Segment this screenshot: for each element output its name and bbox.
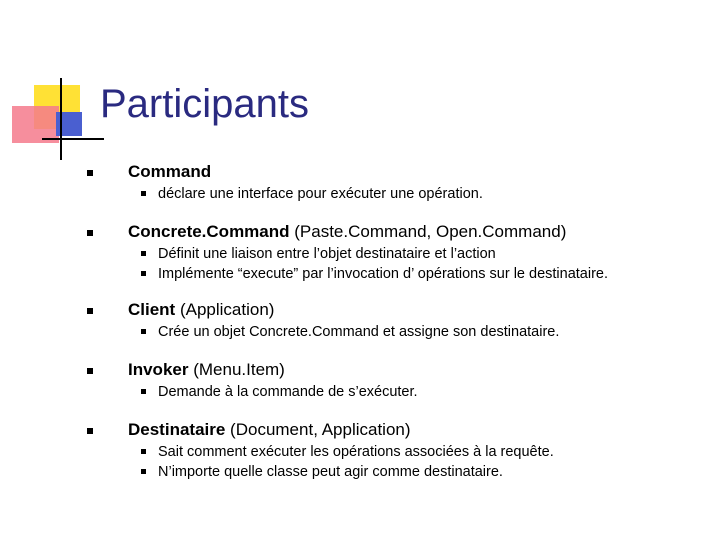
- sub-item-text: Définit une liaison entre l’objet destinataire et l’action: [158, 246, 496, 262]
- bullet-icon: [87, 308, 93, 314]
- participant-item: [0, 160, 720, 220]
- participant-item: [0, 358, 720, 418]
- participants-list: [0, 160, 720, 482]
- bullet-icon: [87, 368, 93, 374]
- participant-title: [0, 358, 720, 382]
- participant-detail: (Document, Application): [225, 420, 411, 439]
- participant-name: Concrete.Command: [128, 222, 290, 241]
- participant-item: [0, 418, 720, 482]
- slide-title: Participants: [100, 82, 309, 126]
- sub-bullet-icon: [141, 329, 146, 334]
- slide-logo: [0, 0, 110, 170]
- participant-name: Command: [128, 162, 212, 181]
- sub-item: [0, 322, 720, 342]
- sub-bullet-icon: [141, 469, 146, 474]
- participant-title: [0, 220, 720, 244]
- participant-title: [0, 298, 720, 322]
- participant-detail: (Paste.Command, Open.Command): [289, 222, 567, 241]
- sub-bullet-icon: [141, 389, 146, 394]
- bullet-icon: [87, 170, 93, 176]
- participant-sublist: [0, 322, 720, 342]
- logo-vertical-line: [60, 78, 62, 160]
- participant-item: [0, 220, 720, 298]
- sub-item-text: Implémente “execute” par l’invocation d’ opérations sur le destinataire.: [158, 266, 609, 282]
- participant-name: Client: [128, 300, 176, 319]
- sub-item-text: Sait comment exécuter les opérations associées à la requête.: [158, 444, 554, 460]
- participant-sublist: [0, 442, 720, 482]
- participant-detail: (Menu.Item): [188, 360, 285, 379]
- participant-title: [0, 160, 720, 184]
- participant-title: [0, 418, 720, 442]
- sub-item: [0, 442, 720, 462]
- sub-item-text: déclare une interface pour exécuter une opération.: [158, 186, 483, 202]
- participant-item: [0, 298, 720, 358]
- participant-name: Destinataire: [128, 420, 226, 439]
- sub-item: [0, 382, 720, 402]
- sub-bullet-icon: [141, 251, 146, 256]
- sub-item-text: Demande à la commande de s’exécuter.: [158, 384, 418, 400]
- participant-sublist: [0, 184, 720, 204]
- participant-sublist: [0, 382, 720, 402]
- sub-item: [0, 244, 720, 264]
- sub-item-text: N’importe quelle classe peut agir comme destinataire.: [158, 464, 503, 480]
- participant-detail: (Application): [175, 300, 275, 319]
- bullet-icon: [87, 428, 93, 434]
- sub-bullet-icon: [141, 449, 146, 454]
- sub-item-text: Crée un objet Concrete.Command et assigne son destinataire.: [158, 324, 560, 340]
- sub-item: [0, 462, 720, 482]
- participant-sublist: [0, 244, 720, 284]
- participant-name: Invoker: [128, 360, 189, 379]
- sub-item: [0, 184, 720, 204]
- sub-item: [0, 264, 720, 284]
- bullet-icon: [87, 230, 93, 236]
- sub-bullet-icon: [141, 191, 146, 196]
- sub-bullet-icon: [141, 271, 146, 276]
- logo-horizontal-line: [42, 138, 104, 140]
